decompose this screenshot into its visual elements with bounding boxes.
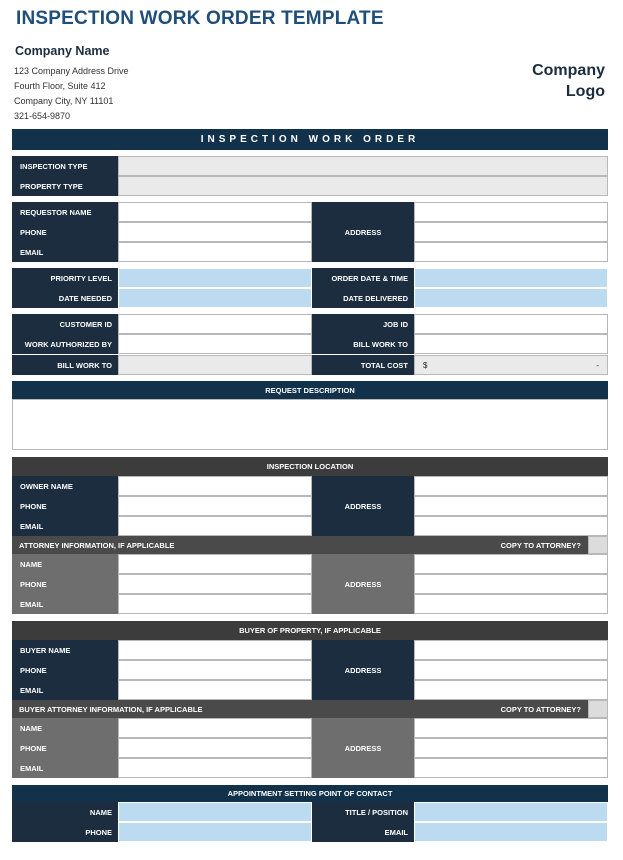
request-description-header: REQUEST DESCRIPTION <box>12 381 608 399</box>
logo-line-2: Logo <box>565 83 605 100</box>
copy-to-attorney-checkbox[interactable] <box>588 536 608 554</box>
buyer-attorney-title: BUYER ATTORNEY INFORMATION, IF APPLICABLE <box>19 704 203 714</box>
job-id-field[interactable] <box>414 314 608 334</box>
bill-work-to-left-field[interactable] <box>118 355 312 375</box>
buyer-phone-field[interactable] <box>118 660 312 680</box>
attorney-phone-field[interactable] <box>118 574 312 594</box>
appointment-email-label: EMAIL <box>312 822 414 842</box>
attorney-address-line-3[interactable] <box>414 594 608 614</box>
buyer-address-line-3[interactable] <box>414 680 608 700</box>
buyer-email-field[interactable] <box>118 680 312 700</box>
appointment-phone-field[interactable] <box>118 822 312 842</box>
appointment-title-label: TITLE / POSITION <box>312 802 414 822</box>
requestor-name-field[interactable] <box>118 202 312 222</box>
attorney-phone-label: PHONE <box>12 574 118 594</box>
work-authorized-label: WORK AUTHORIZED BY <box>12 334 118 354</box>
address-line-2: Fourth Floor, Suite 412 <box>14 81 106 91</box>
buyer-header: BUYER OF PROPERTY, IF APPLICABLE <box>12 621 608 640</box>
buyer-address-label: ADDRESS <box>312 640 414 700</box>
owner-address-label: ADDRESS <box>312 476 414 536</box>
date-delivered-field[interactable] <box>414 288 608 308</box>
buyer-attorney-header <box>12 700 588 718</box>
customer-id-label: CUSTOMER ID <box>12 314 118 334</box>
property-type-field[interactable] <box>118 176 608 196</box>
requestor-phone-field[interactable] <box>118 222 312 242</box>
copy-to-attorney-label: COPY TO ATTORNEY? <box>500 540 581 550</box>
priority-level-field[interactable] <box>118 268 312 288</box>
buyer-attorney-name-field[interactable] <box>118 718 312 738</box>
work-order-banner: INSPECTION WORK ORDER <box>12 129 608 150</box>
requestor-address-label: ADDRESS <box>312 202 414 262</box>
company-logo <box>505 60 605 102</box>
currency-symbol: $ <box>423 360 428 370</box>
phone-number: 321-654-9870 <box>14 111 71 121</box>
attorney-info-header <box>12 536 588 554</box>
attorney-email-label: EMAIL <box>12 594 118 614</box>
priority-level-label: PRIORITY LEVEL <box>12 268 118 288</box>
total-cost-value: - <box>596 360 599 370</box>
owner-name-label: OWNER NAME <box>12 476 118 496</box>
buyer-copy-to-attorney-label: COPY TO ATTORNEY? <box>500 704 581 714</box>
owner-address-line-1[interactable] <box>414 476 608 496</box>
bill-work-to-left-label: BILL WORK TO <box>12 355 118 375</box>
attorney-name-field[interactable] <box>118 554 312 574</box>
appointment-name-field[interactable] <box>118 802 312 822</box>
buyer-address-line-1[interactable] <box>414 640 608 660</box>
company-name: Company Name <box>15 44 110 58</box>
property-type-label: PROPERTY TYPE <box>12 176 118 196</box>
total-cost-field[interactable] <box>414 355 608 375</box>
buyer-copy-to-attorney-checkbox[interactable] <box>588 700 608 718</box>
owner-email-label: EMAIL <box>12 516 118 536</box>
bill-work-to-right-field[interactable] <box>414 334 608 354</box>
buyer-address-line-2[interactable] <box>414 660 608 680</box>
requestor-email-label: EMAIL <box>12 242 118 262</box>
customer-id-field[interactable] <box>118 314 312 334</box>
requestor-name-label: REQUESTOR NAME <box>12 202 118 222</box>
buyer-attorney-address-line-3[interactable] <box>414 758 608 778</box>
appointment-header: APPOINTMENT SETTING POINT OF CONTACT <box>12 785 608 802</box>
owner-address-line-3[interactable] <box>414 516 608 536</box>
date-delivered-label: DATE DELIVERED <box>312 288 414 308</box>
appointment-title-field[interactable] <box>414 802 608 822</box>
requestor-address-line-3[interactable] <box>414 242 608 262</box>
bill-work-to-right-label: BILL WORK TO <box>312 334 414 354</box>
attorney-name-label: NAME <box>12 554 118 574</box>
buyer-attorney-address-line-2[interactable] <box>414 738 608 758</box>
date-needed-label: DATE NEEDED <box>12 288 118 308</box>
buyer-attorney-email-label: EMAIL <box>12 758 118 778</box>
owner-phone-field[interactable] <box>118 496 312 516</box>
attorney-address-line-1[interactable] <box>414 554 608 574</box>
appointment-name-label: NAME <box>12 802 118 822</box>
page-title: INSPECTION WORK ORDER TEMPLATE <box>16 8 384 29</box>
inspection-type-field[interactable] <box>118 156 608 176</box>
total-cost-label: TOTAL COST <box>312 355 414 375</box>
buyer-attorney-address-label: ADDRESS <box>312 718 414 778</box>
buyer-name-label: BUYER NAME <box>12 640 118 660</box>
job-id-label: JOB ID <box>312 314 414 334</box>
owner-email-field[interactable] <box>118 516 312 536</box>
buyer-attorney-email-field[interactable] <box>118 758 312 778</box>
buyer-attorney-address-line-1[interactable] <box>414 718 608 738</box>
appointment-email-field[interactable] <box>414 822 608 842</box>
buyer-phone-label: PHONE <box>12 660 118 680</box>
buyer-attorney-phone-label: PHONE <box>12 738 118 758</box>
attorney-address-line-2[interactable] <box>414 574 608 594</box>
address-line-3: Company City, NY 11101 <box>14 96 114 106</box>
inspection-location-header: INSPECTION LOCATION <box>12 457 608 476</box>
owner-name-field[interactable] <box>118 476 312 496</box>
address-line-1: 123 Company Address Drive <box>14 66 129 76</box>
buyer-email-label: EMAIL <box>12 680 118 700</box>
order-date-label: ORDER DATE & TIME <box>312 268 414 288</box>
buyer-attorney-name-label: NAME <box>12 718 118 738</box>
requestor-email-field[interactable] <box>118 242 312 262</box>
appointment-phone-label: PHONE <box>12 822 118 842</box>
owner-phone-label: PHONE <box>12 496 118 516</box>
order-date-field[interactable] <box>414 268 608 288</box>
date-needed-field[interactable] <box>118 288 312 308</box>
requestor-address-line-1[interactable] <box>414 202 608 222</box>
owner-address-line-2[interactable] <box>414 496 608 516</box>
logo-line-1: Company <box>532 62 605 79</box>
buyer-name-field[interactable] <box>118 640 312 660</box>
buyer-attorney-phone-field[interactable] <box>118 738 312 758</box>
attorney-address-label: ADDRESS <box>312 554 414 614</box>
attorney-email-field[interactable] <box>118 594 312 614</box>
work-authorized-field[interactable] <box>118 334 312 354</box>
requestor-phone-label: PHONE <box>12 222 118 242</box>
attorney-info-title: ATTORNEY INFORMATION, IF APPLICABLE <box>19 540 175 550</box>
request-description-field[interactable] <box>12 399 608 450</box>
requestor-address-line-2[interactable] <box>414 222 608 242</box>
inspection-type-label: INSPECTION TYPE <box>12 156 118 176</box>
